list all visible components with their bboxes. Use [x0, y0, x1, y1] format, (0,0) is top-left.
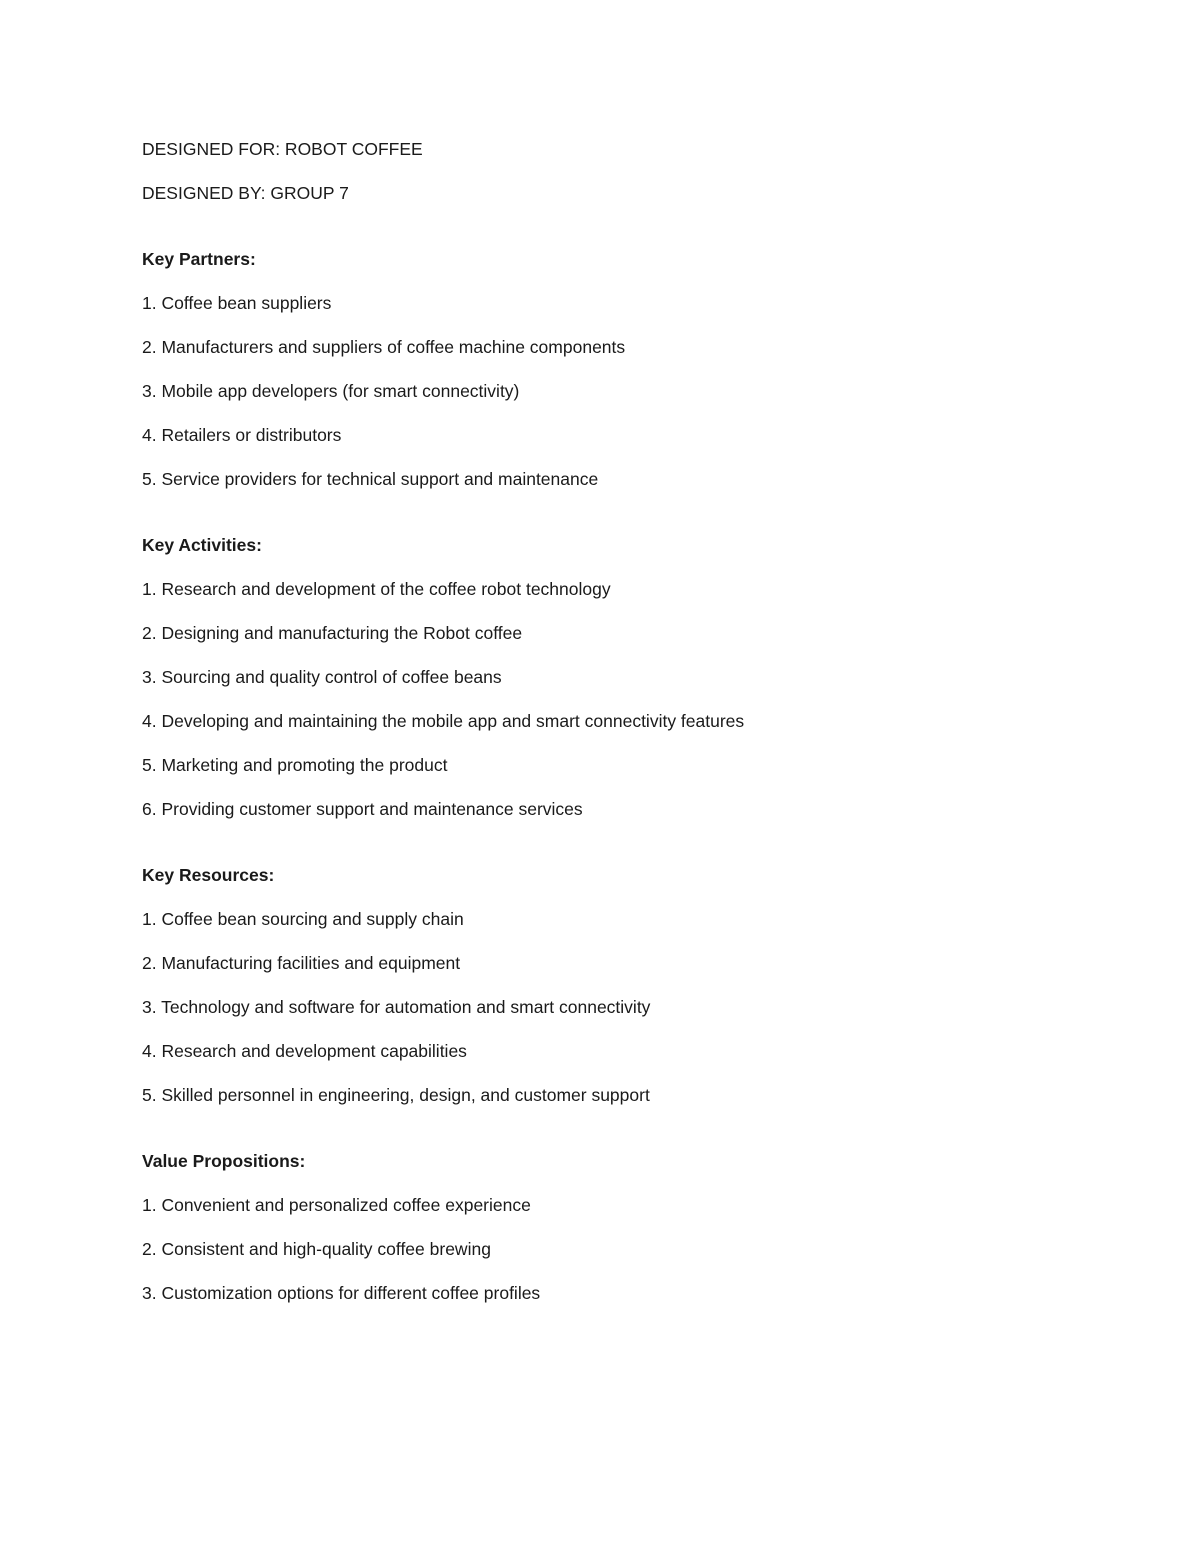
list-item: 3. Technology and software for automation and smart connectivity	[142, 997, 651, 1017]
list-item: 2. Consistent and high-quality coffee brewing	[142, 1239, 491, 1259]
list-item: 5. Skilled personnel in engineering, design, and customer support	[142, 1085, 650, 1105]
list-item: 4. Developing and maintaining the mobile app and smart connectivity features	[142, 711, 745, 731]
list-item: 1. Convenient and personalized coffee experience	[142, 1195, 531, 1215]
list-item: 2. Manufacturers and suppliers of coffee machine components	[142, 337, 626, 357]
designed-by-line: DESIGNED BY: GROUP 7	[142, 183, 349, 203]
list-item: 5. Service providers for technical support and maintenance	[142, 469, 599, 489]
list-item: 6. Providing customer support and maintenance services	[142, 799, 583, 819]
list-item: 2. Manufacturing facilities and equipment	[142, 953, 461, 973]
section-title: Value Propositions:	[142, 1151, 306, 1171]
section-title: Key Activities:	[142, 535, 262, 555]
document-page	[142, 138, 1102, 1326]
document-header	[142, 138, 1102, 204]
section-key-partners	[142, 248, 1102, 490]
section-value-propositions	[142, 1150, 1102, 1304]
list-item: 1. Coffee bean suppliers	[142, 293, 332, 313]
list-item: 4. Research and development capabilities	[142, 1041, 467, 1061]
list-item: 1. Coffee bean sourcing and supply chain	[142, 909, 464, 929]
designed-for-line: DESIGNED FOR: ROBOT COFFEE	[142, 139, 423, 159]
section-title: Key Resources:	[142, 865, 275, 885]
section-title: Key Partners:	[142, 249, 256, 269]
list-item: 3. Sourcing and quality control of coffee beans	[142, 667, 502, 687]
section-key-resources	[142, 864, 1102, 1106]
list-item: 3. Mobile app developers (for smart connectivity)	[142, 381, 520, 401]
section-key-activities	[142, 534, 1102, 820]
list-item: 1. Research and development of the coffee robot technology	[142, 579, 611, 599]
list-item: 2. Designing and manufacturing the Robot coffee	[142, 623, 523, 643]
list-item: 5. Marketing and promoting the product	[142, 755, 448, 775]
list-item: 3. Customization options for different coffee profiles	[142, 1283, 541, 1303]
list-item: 4. Retailers or distributors	[142, 425, 342, 445]
